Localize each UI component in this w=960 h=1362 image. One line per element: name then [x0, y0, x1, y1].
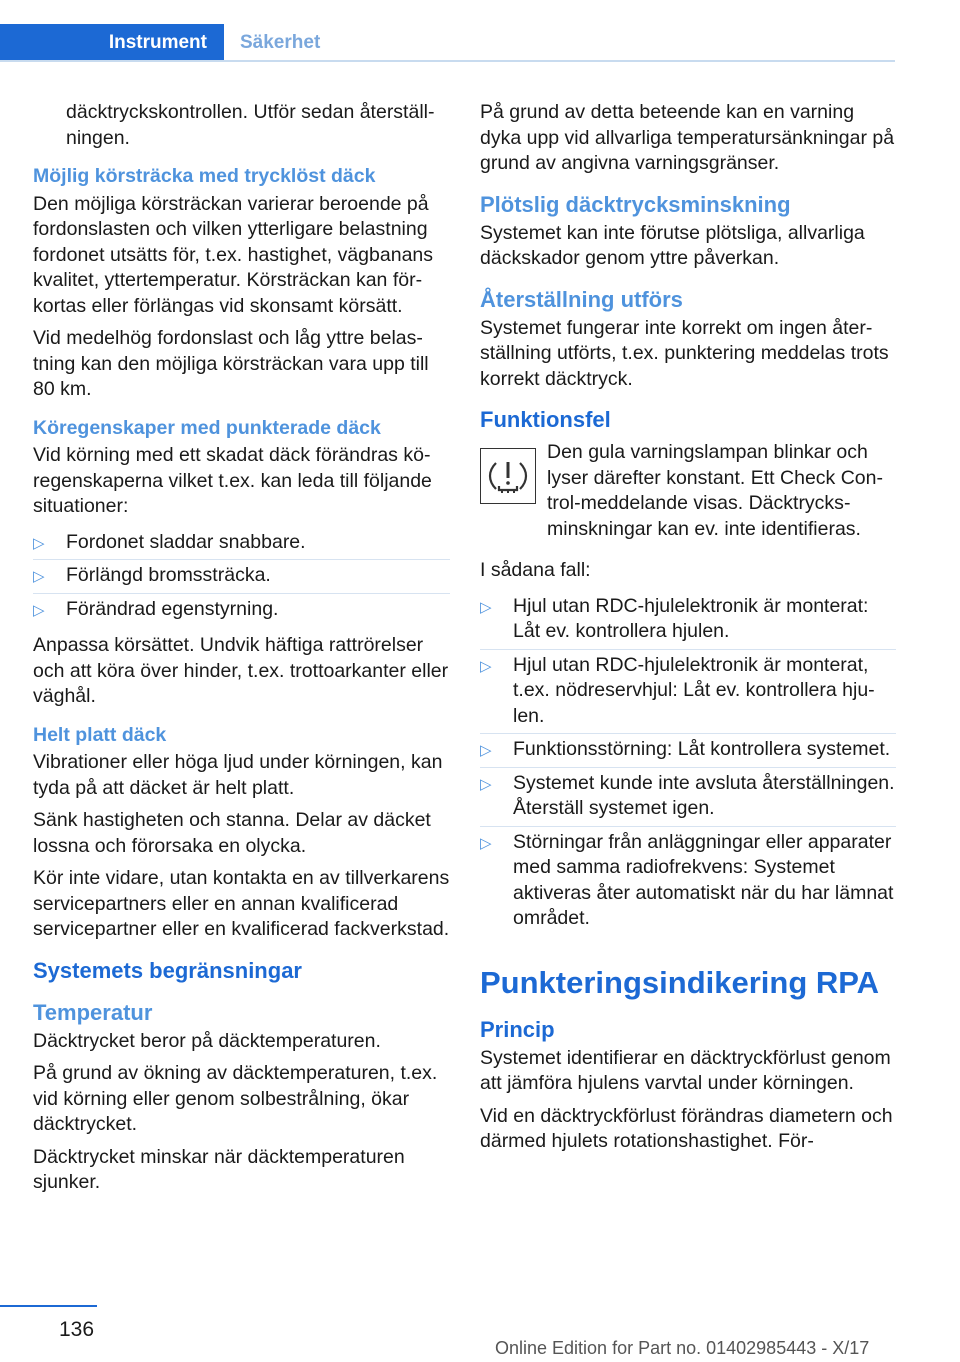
heading-system-limits: Systemets begränsningar: [33, 957, 302, 983]
triangle-bullet-icon: ▷: [480, 834, 492, 852]
paragraph: Vid körning med ett skadat däck förändras köregenskaperna vilket t.ex. kan leda till följande situationer:: [33, 444, 432, 517]
triangle-bullet-icon: ▷: [480, 657, 492, 675]
triangle-bullet-icon: ▷: [33, 534, 45, 552]
list-item: ▷ Fordonet sladdar snabbare.: [33, 527, 450, 561]
paragraph: Vid medelhög fordonslast och låg yttre belastning kan den möjliga körsträckan vara upp till 80 km.: [33, 327, 429, 400]
heading-malfunction: Funktionsfel: [480, 407, 611, 432]
paragraph: Vibrationer eller höga ljud under körningen, kan tyda på att däcket är helt platt.: [33, 751, 443, 799]
page-number: 136: [59, 1318, 95, 1341]
header-divider: [0, 60, 895, 62]
paragraph: Systemet kan inte förutse plötsliga, allvarliga däckskador genom yttre påverkan.: [480, 221, 865, 269]
paragraph: Sänk hastigheten och stanna. Delar av däcket lossna och förorsaka en olycka.: [33, 809, 431, 857]
right-column: [480, 100, 896, 1162]
paragraph: Den gula varningslampan blinkar och lyser därefter konstant. Ett Check Control-meddelande visas. Däcktrycksminskningar kan ev. inte identifieras.: [547, 441, 883, 540]
heading-principle: Princip: [480, 1016, 555, 1042]
tab-instrument[interactable]: Instrument: [0, 24, 224, 60]
paragraph: På grund av ökning av däcktemperaturen, t.ex. vid körning eller genom solbestrålning, ökar däcktrycket.: [33, 1062, 438, 1135]
list-item: ▷ Förlängd bromssträcka.: [33, 560, 450, 594]
paragraph: Vid en däcktryckförlust förändras diametern och därmed hjulets rotationshastighet. För-: [480, 1104, 893, 1152]
heading-reset: Återställning utförs: [480, 286, 683, 312]
fault-list: [480, 591, 896, 936]
list-item: ▷ Hjul utan RDC-hjulelektronik är monterat: Låt ev. kontrollera hjulen.: [480, 591, 896, 650]
edition-note: Online Edition for Part no. 01402985443 - X/17: [495, 1338, 870, 1358]
left-column: [33, 100, 450, 1203]
heading-rpa: Punkteringsindikering RPA: [480, 964, 880, 1000]
warning-block: [480, 440, 896, 542]
triangle-bullet-icon: ▷: [33, 601, 45, 619]
paragraph: Däcktrycket minskar när däcktemperaturen sjunker.: [33, 1145, 405, 1193]
paragraph: Anpassa körsättet. Undvik häftiga rattrörelser och att köra över hinder, t.ex. trottoarkanter eller väghål.: [33, 634, 449, 707]
handling-list: [33, 527, 450, 627]
heading-flat-tire: Helt platt däck: [33, 723, 167, 746]
paragraph: Systemet identifierar en däcktryckförlust genom att jämföra hjulens varvtal under körningen.: [480, 1046, 891, 1094]
triangle-bullet-icon: ▷: [480, 775, 492, 793]
list-item: ▷ Förändrad egenstyrning.: [33, 594, 450, 627]
triangle-bullet-icon: ▷: [480, 598, 492, 616]
paragraph: På grund av detta beteende kan en varning dyka upp vid allvarliga temperatursänkningar på grund av angivna varningsgränser.: [480, 101, 895, 174]
paragraph: Däcktrycket beror på däcktemperaturen.: [33, 1029, 381, 1052]
heading-sudden-loss: Plötslig däcktrycksminskning: [480, 191, 791, 217]
tab-sakerhet[interactable]: Säkerhet: [240, 32, 321, 53]
tire-pressure-warning-icon: [480, 448, 536, 504]
heading-range: Möjlig körsträcka med trycklöst däck: [33, 165, 376, 187]
paragraph: däcktryckskontrollen. Utför sedan återställningen.: [66, 101, 435, 149]
triangle-bullet-icon: ▷: [33, 568, 45, 585]
heading-handling: Köregenskaper med punkterade däck: [33, 416, 381, 439]
list-item: ▷ Störningar från anläggningar eller apparater med samma radiofrekvens: Systemet aktiveras åter automatiskt när du har lämnat området.: [480, 830, 894, 929]
list-item: ▷ Systemet kunde inte avsluta återställningen. Återställ systemet igen.: [480, 768, 896, 827]
paragraph: Systemet fungerar inte korrekt om ingen återställning utförts, t.ex. punktering meddelas trots korrekt däcktryck.: [480, 316, 889, 390]
heading-temperature: Temperatur: [33, 999, 153, 1025]
list-item: ▷ Hjul utan RDC-hjulelektronik är monterat, t.ex. nödreservhjul: Låt ev. kontrollera hjulen.: [480, 650, 896, 735]
footer-divider: [0, 1305, 97, 1307]
paragraph: I sådana fall:: [480, 559, 591, 581]
paragraph: Kör inte vidare, utan kontakta en av tillverkarens servicepartners eller en annan kvalificerad servicepartner eller en kvalificerad fackverkstad.: [33, 867, 450, 940]
triangle-bullet-icon: ▷: [480, 742, 492, 759]
paragraph: Den möjliga körsträckan varierar beroende på fordonslasten och vilken ytterligare belastning fordonet utsätts för, t.ex. hastighet, vägbanans kvalitet, yttertemperatur. Körsträckan kan förkortas eller förlängas vid skonsamt körsätt.: [33, 192, 434, 317]
list-item: ▷ Funktionsstörning: Låt kontrollera systemet.: [480, 734, 896, 768]
header-tabs: [0, 24, 895, 60]
